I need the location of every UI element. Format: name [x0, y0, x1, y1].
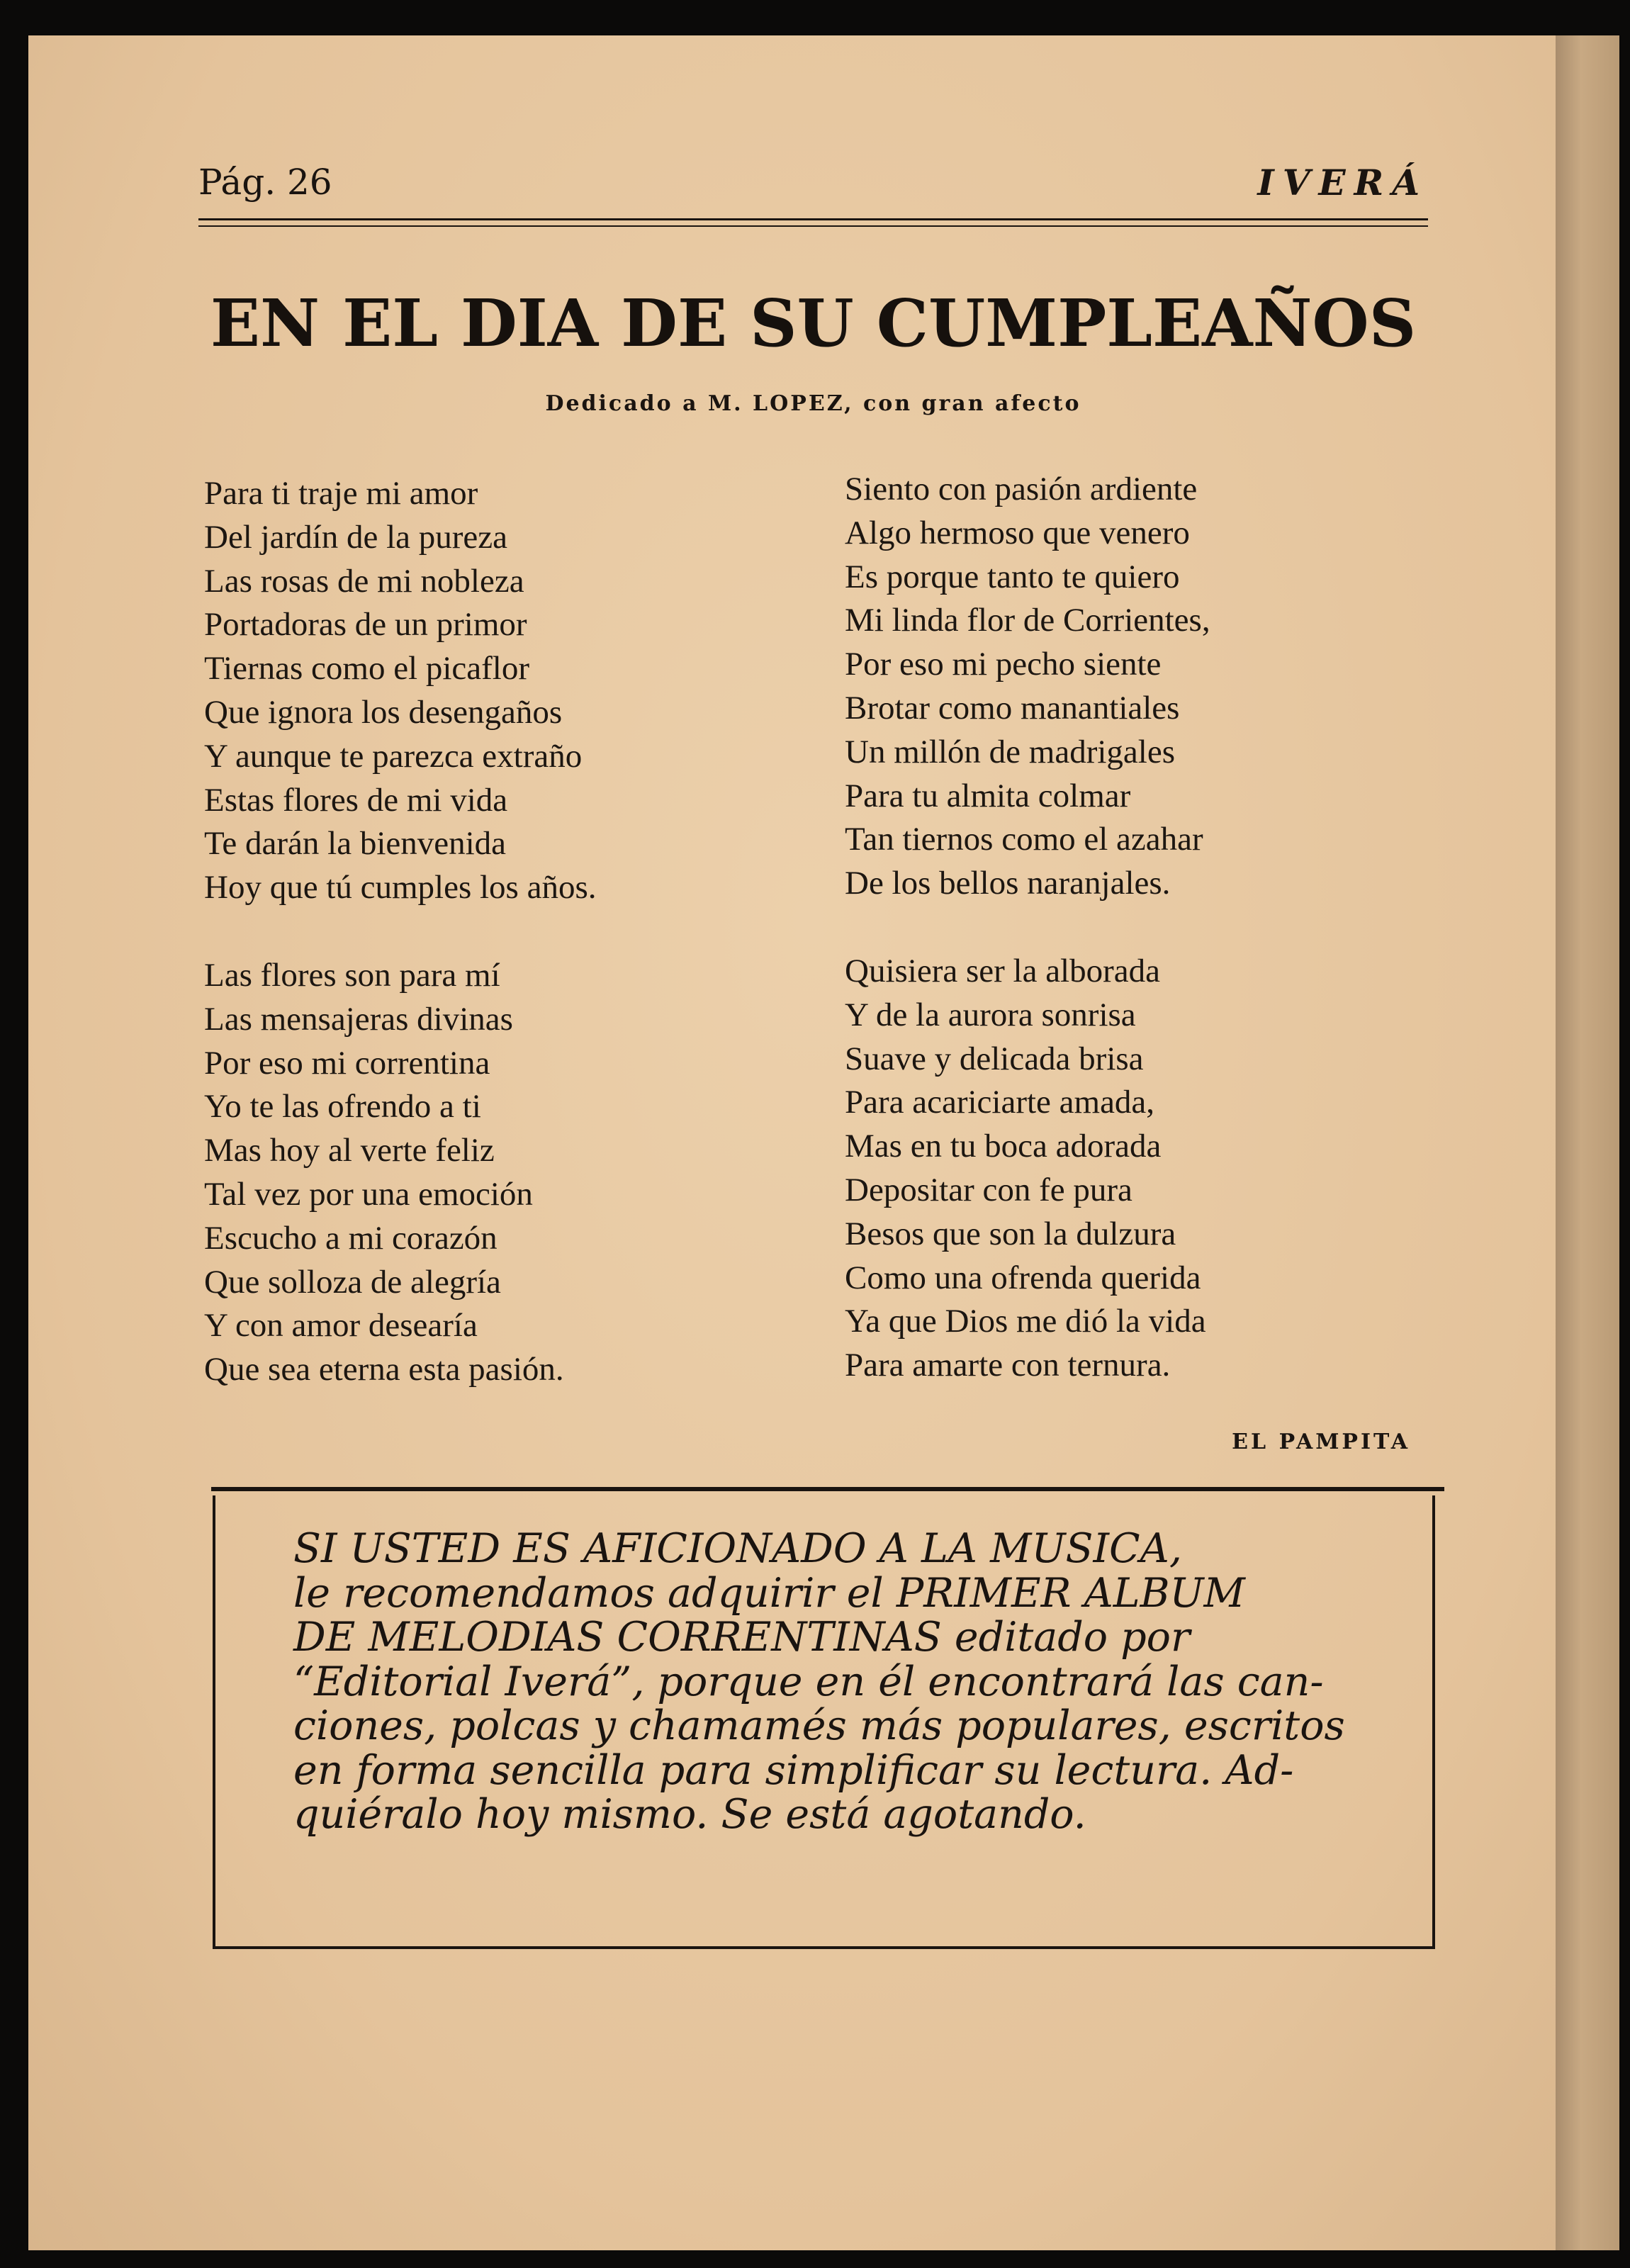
verse-line: Escucho a mi corazón [204, 1219, 498, 1257]
verse-line: Por eso mi pecho siente [845, 646, 1162, 683]
stanza-gap [204, 910, 771, 954]
verse-line: Ya que Dios me dió la vida [845, 1303, 1206, 1340]
verse-line: Para tu almita colmar [845, 777, 1131, 814]
verse-line: Es porque tanto te quiero [845, 558, 1180, 595]
advertisement-text [293, 1527, 1399, 1837]
ad-top-rule [211, 1487, 1444, 1491]
page-gutter [1556, 35, 1619, 2250]
ad-line: ciones, polcas y chamamés más populares, escritos [293, 1702, 1345, 1749]
verse-line: Para acariciarte amada, [845, 1084, 1155, 1121]
verse-line: Y aunque te parezca extraño [204, 737, 583, 775]
ad-line: SI USTED ES AFICIONADO A LA MUSICA, [293, 1525, 1182, 1572]
verse-line: Para amarte con ternura. [845, 1347, 1171, 1384]
verse-line: Que solloza de alegría [204, 1263, 501, 1301]
header-rule [198, 218, 1428, 220]
verse-line: Las rosas de mi nobleza [204, 562, 524, 600]
verse-line: Tal vez por una emoción [204, 1175, 533, 1213]
verse-line: Depositar con fe pura [845, 1171, 1132, 1208]
verse-line: De los bellos naranjales. [845, 865, 1171, 902]
ad-line: le recomendamos adquirir el PRIMER ALBUM [293, 1569, 1245, 1617]
stanza [845, 950, 1426, 1388]
advertisement-box [213, 1495, 1435, 1949]
poem-dedication: Dedicado a M. LOPEZ, con gran afecto [545, 391, 1081, 416]
ad-line: en forma sencilla para simplificar su lectura. Ad- [293, 1746, 1294, 1794]
verse-line: Brotar como manantiales [845, 689, 1180, 726]
verse-line: Te darán la bienvenida [204, 825, 507, 863]
verse-line: Portadoras de un primor [204, 606, 527, 644]
verse-line: Mi linda flor de Corrientes, [845, 602, 1210, 639]
verse-line: Yo te las ofrendo a ti [204, 1088, 481, 1125]
verse-line: Suave y delicada brisa [845, 1040, 1144, 1077]
verse-line: Tiernas como el picaflor [204, 650, 530, 687]
stanza [204, 954, 771, 1392]
poem-left-column [204, 472, 771, 1392]
verse-line: Un millón de madrigales [845, 733, 1175, 770]
ad-line: “Editorial Iverá”, porque en él encontrará las can- [293, 1658, 1324, 1705]
verse-line: Como una ofrenda querida [845, 1259, 1201, 1296]
verse-line: Algo hermoso que venero [845, 514, 1190, 551]
header-rule-thin [198, 225, 1428, 227]
verse-line: Y con amor desearía [204, 1307, 478, 1344]
author-signature: EL PAMPITA [1232, 1430, 1410, 1454]
verse-line: Tan tiernos como el azahar [845, 821, 1203, 858]
verse-line: Y de la aurora sonrisa [845, 996, 1136, 1033]
verse-line: Que sea eterna esta pasión. [204, 1351, 564, 1388]
verse-line: Las flores son para mí [204, 956, 500, 994]
verse-line: Mas hoy al verte feliz [204, 1132, 495, 1169]
verse-line: Para ti traje mi amor [204, 475, 478, 512]
stanza [204, 472, 771, 910]
verse-line: Por eso mi correntina [204, 1044, 490, 1082]
verse-line: Las mensajeras divinas [204, 1000, 513, 1038]
verse-line: Siento con pasión ardiente [845, 471, 1198, 507]
ad-line: quiéralo hoy mismo. Se está agotando. [293, 1791, 1086, 1838]
page-number: Pág. 26 [198, 162, 332, 203]
verse-line: Que ignora los desengaños [204, 693, 563, 731]
poem-right-column [845, 468, 1426, 1388]
poem-title: EN EL DIA DE SU CUMPLEAÑOS [210, 285, 1417, 361]
ad-line: DE MELODIAS CORRENTINAS editado por [293, 1614, 1191, 1661]
stanza [845, 468, 1426, 906]
verse-line: Estas flores de mi vida [204, 781, 508, 819]
verse-line: Del jardín de la pureza [204, 518, 508, 556]
stanza-gap [845, 906, 1426, 950]
verse-line: Hoy que tú cumples los años. [204, 869, 597, 906]
masthead: IVERÁ [1257, 162, 1428, 203]
verse-line: Mas en tu boca adorada [845, 1128, 1162, 1165]
verse-line: Quisiera ser la alborada [845, 952, 1160, 989]
verse-line: Besos que son la dulzura [845, 1215, 1176, 1252]
page-header [198, 162, 1428, 204]
